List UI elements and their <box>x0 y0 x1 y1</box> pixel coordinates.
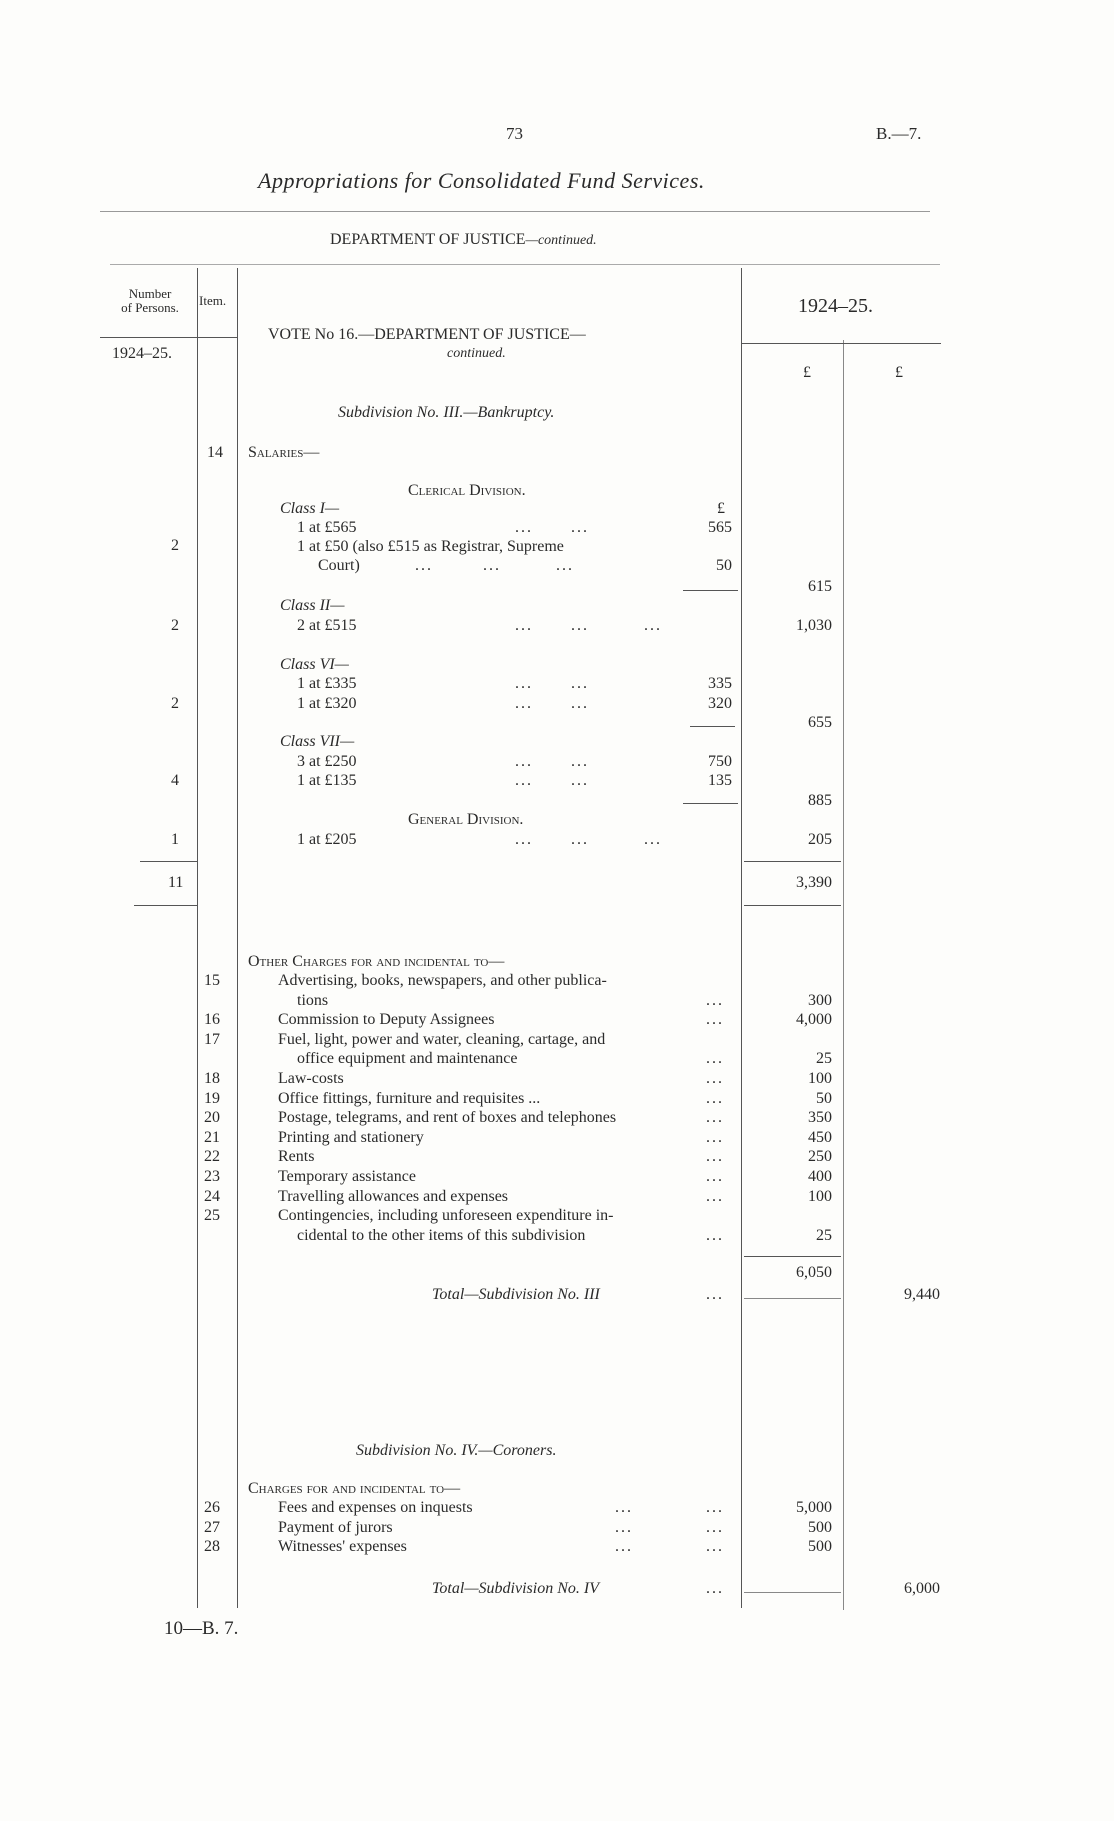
class-1-line-2: 1 at £50 (also £515 as Registrar, Supreme <box>297 538 564 555</box>
class-6-line-1-amount: 335 <box>708 675 732 692</box>
subdivision-4-heading: Subdivision No. IV.—Coroners. <box>356 1442 557 1459</box>
persons-total-rule <box>140 861 197 862</box>
subdivision-4-total-label: Total—Subdivision No. IV <box>432 1580 599 1597</box>
vote-continued: continued. <box>447 346 506 361</box>
charge-item-label: Advertising, books, newspapers, and other publica- <box>278 972 607 989</box>
charge-item-number: 17 <box>204 1030 220 1048</box>
coroner-item-label: Witnesses' expenses <box>278 1538 407 1555</box>
other-charges-heading: Other Charges for and incidental to— <box>248 953 505 970</box>
class-1-line-2-amount: 50 <box>716 557 732 574</box>
vote-title: VOTE No 16.—DEPARTMENT OF JUSTICE— <box>268 326 586 343</box>
class-6-persons: 2 <box>171 695 179 712</box>
col-rule-persons <box>197 268 198 1608</box>
leader-dots: ... <box>706 1286 724 1303</box>
leader-dots: ... ... <box>515 772 589 789</box>
leader-dots: ... <box>706 1538 724 1555</box>
class-7-line-2-amount: 135 <box>708 772 732 789</box>
col-rule-item <box>237 268 238 1608</box>
class-6-label: Class VI— <box>280 656 349 673</box>
charge-item-label: Law-costs <box>278 1070 344 1087</box>
header-rule-left <box>100 337 237 338</box>
class-2-label: Class II— <box>280 597 345 614</box>
leader-dots: ... ... <box>515 675 589 692</box>
coroners-charges-heading: Charges for and incidental to— <box>248 1480 461 1497</box>
leader-dots: ... ... ... <box>415 557 574 574</box>
class-7-persons: 4 <box>171 772 179 789</box>
subtotal-rule <box>690 726 735 727</box>
class-1-line-1-amount: 565 <box>708 519 732 536</box>
clerical-division: Clerical Division. <box>408 482 526 499</box>
charge-item-label-cont: office equipment and maintenance <box>297 1050 518 1068</box>
charge-item-label: Rents <box>278 1148 315 1166</box>
persons-total: 11 <box>168 874 184 891</box>
leader-dots: ... <box>706 1050 724 1068</box>
charge-item-amount: 450 <box>808 1128 832 1146</box>
department-continued: —continued. <box>525 233 597 248</box>
page-number: 73 <box>506 124 523 143</box>
charge-item-label: Contingencies, including unforeseen expenditure in- <box>278 1207 614 1225</box>
charge-item-label: Fuel, light, power and water, cleaning, cartage, and <box>278 1030 606 1048</box>
charge-item-number: 15 <box>204 972 220 989</box>
general-line: 1 at £205 <box>297 831 357 848</box>
class-6-line-1: 1 at £335 <box>297 675 357 692</box>
class-6-line-2: 1 at £320 <box>297 695 357 712</box>
class-7-line-1: 3 at £250 <box>297 753 357 770</box>
charge-item-label: Office fittings, furniture and requisites ... <box>278 1089 541 1107</box>
col-head-item: Item. <box>199 293 227 308</box>
page-title: Appropriations for Consolidated Fund Services. <box>258 168 705 193</box>
header-rule-right <box>741 343 941 344</box>
charge-item-number: 18 <box>204 1070 220 1087</box>
leader-dots: ... <box>615 1499 633 1516</box>
subdivision-4-grand-total: 6,000 <box>904 1580 940 1597</box>
general-persons: 1 <box>171 831 179 848</box>
class-7-label: Class VII— <box>280 733 355 750</box>
leader-dots: ... ... <box>515 695 589 712</box>
class-6-total: 655 <box>808 714 832 731</box>
charge-item-number: 22 <box>204 1148 220 1166</box>
charge-item-amount: 100 <box>808 1187 832 1205</box>
charge-item-number: 19 <box>204 1089 220 1107</box>
salaries-total-rule <box>744 861 841 862</box>
subtotal-pound-sign: £ <box>717 500 725 517</box>
leader-dots: ... <box>706 1128 724 1146</box>
charge-item-amount: 100 <box>808 1070 832 1087</box>
total-dash-rule <box>744 1298 841 1299</box>
leader-dots: ... ... <box>515 753 589 770</box>
title-rule <box>100 211 930 212</box>
class-7-line-1-amount: 750 <box>708 753 732 770</box>
subdivision-3-total-label: Total—Subdivision No. III <box>432 1286 600 1303</box>
charge-item-label: Printing and stationery <box>278 1128 424 1146</box>
class-2-line: 2 at £515 <box>297 617 357 634</box>
class-1-label: Class I— <box>280 500 340 517</box>
charge-item-amount: 300 <box>808 991 832 1009</box>
col-rule-amount <box>741 268 742 1608</box>
general-total: 205 <box>808 831 832 848</box>
coroner-item-number: 27 <box>204 1518 220 1536</box>
charge-item-label: Postage, telegrams, and rent of boxes and telephones <box>278 1109 617 1127</box>
general-division: General Division. <box>408 811 524 828</box>
other-total-rule <box>744 1256 841 1257</box>
coroner-item-amount: 500 <box>808 1518 832 1536</box>
class-1-line-2-cont: Court) <box>318 557 360 574</box>
leader-dots: ... <box>706 1148 724 1166</box>
leader-dots: ... <box>706 991 724 1009</box>
class-6-line-2-amount: 320 <box>708 695 732 712</box>
subdivision-3-heading: Subdivision No. III.—Bankruptcy. <box>338 404 555 421</box>
leader-dots: ... <box>706 1580 724 1597</box>
charge-item-number: 23 <box>204 1168 220 1185</box>
subdivision-3-grand-total: 9,440 <box>904 1286 940 1303</box>
leader-dots: ... <box>615 1518 633 1536</box>
department-name: DEPARTMENT OF JUSTICE <box>330 231 526 248</box>
col-head-pound-2: £ <box>895 364 903 381</box>
class-7-total: 885 <box>808 792 832 809</box>
table-top-rule <box>110 264 940 265</box>
other-charges-total: 6,050 <box>796 1264 832 1281</box>
charge-item-amount: 25 <box>816 1226 832 1244</box>
class-1-persons: 2 <box>171 537 179 554</box>
leader-dots: ... <box>706 1109 724 1127</box>
charge-item-amount: 50 <box>816 1089 832 1107</box>
class-2-total: 1,030 <box>796 617 832 634</box>
coroner-item-amount: 500 <box>808 1538 832 1555</box>
class-7-line-2: 1 at £135 <box>297 772 357 789</box>
charge-item-amount: 250 <box>808 1148 832 1166</box>
class-1-line-1: 1 at £565 <box>297 519 357 536</box>
col-head-persons <box>106 287 194 315</box>
leader-dots: ... ... ... <box>515 617 662 634</box>
salaries-total-underline <box>744 905 841 906</box>
leader-dots: ... <box>706 1168 724 1185</box>
leader-dots: ... <box>706 1518 724 1536</box>
persons-total-underline <box>134 905 197 906</box>
col-rule-pounds <box>843 340 844 1610</box>
leader-dots: ... <box>706 1089 724 1107</box>
charge-item-label-cont: cidental to the other items of this subdivision <box>297 1226 586 1244</box>
charge-item-label: Commission to Deputy Assignees <box>278 1011 495 1029</box>
salaries-label: Salaries— <box>248 444 320 461</box>
leader-dots: ... <box>706 1011 724 1029</box>
charge-item-amount: 400 <box>808 1168 832 1185</box>
charge-item-amount: 25 <box>816 1050 832 1068</box>
leader-dots: ... <box>706 1499 724 1516</box>
leader-dots: ... ... <box>515 519 589 536</box>
charge-item-label-cont: tions <box>297 991 329 1009</box>
coroner-item-number: 28 <box>204 1538 220 1555</box>
department-heading <box>330 231 597 249</box>
leader-dots: ... <box>615 1538 633 1555</box>
leader-dots: ... <box>706 1187 724 1205</box>
class-1-total: 615 <box>808 578 832 595</box>
salaries-total: 3,390 <box>796 874 832 891</box>
leader-dots: ... ... ... <box>515 831 662 848</box>
total-dash-rule <box>744 1592 841 1593</box>
col-head-year-right: 1924–25. <box>798 295 873 317</box>
coroner-item-number: 26 <box>204 1499 220 1516</box>
coroner-item-amount: 5,000 <box>796 1499 832 1516</box>
charge-item-number: 20 <box>204 1109 220 1127</box>
leader-dots: ... <box>706 1226 724 1244</box>
class-2-persons: 2 <box>171 617 179 634</box>
subtotal-rule <box>683 803 738 804</box>
charge-item-label: Travelling allowances and expenses <box>278 1187 509 1205</box>
col-head-persons-2: of Persons. <box>121 300 179 315</box>
col-head-persons-1: Number <box>128 286 172 301</box>
document-reference: B.—7. <box>876 124 922 143</box>
coroner-item-label: Payment of jurors <box>278 1518 393 1536</box>
charge-item-number: 24 <box>204 1187 220 1205</box>
salaries-item-number: 14 <box>207 444 223 461</box>
col-head-pound-1: £ <box>803 364 811 381</box>
charge-item-number: 16 <box>204 1011 220 1029</box>
charge-item-number: 21 <box>204 1128 220 1146</box>
charge-item-number: 25 <box>204 1207 220 1225</box>
coroner-item-label: Fees and expenses on inquests <box>278 1499 473 1516</box>
col-head-year-left: 1924–25. <box>112 345 172 362</box>
leader-dots: ... <box>706 1070 724 1087</box>
signature-mark: 10—B. 7. <box>164 1618 239 1639</box>
subtotal-rule <box>683 590 738 591</box>
charge-item-label: Temporary assistance <box>278 1168 416 1185</box>
charge-item-amount: 350 <box>808 1109 832 1127</box>
charge-item-amount: 4,000 <box>796 1011 832 1029</box>
